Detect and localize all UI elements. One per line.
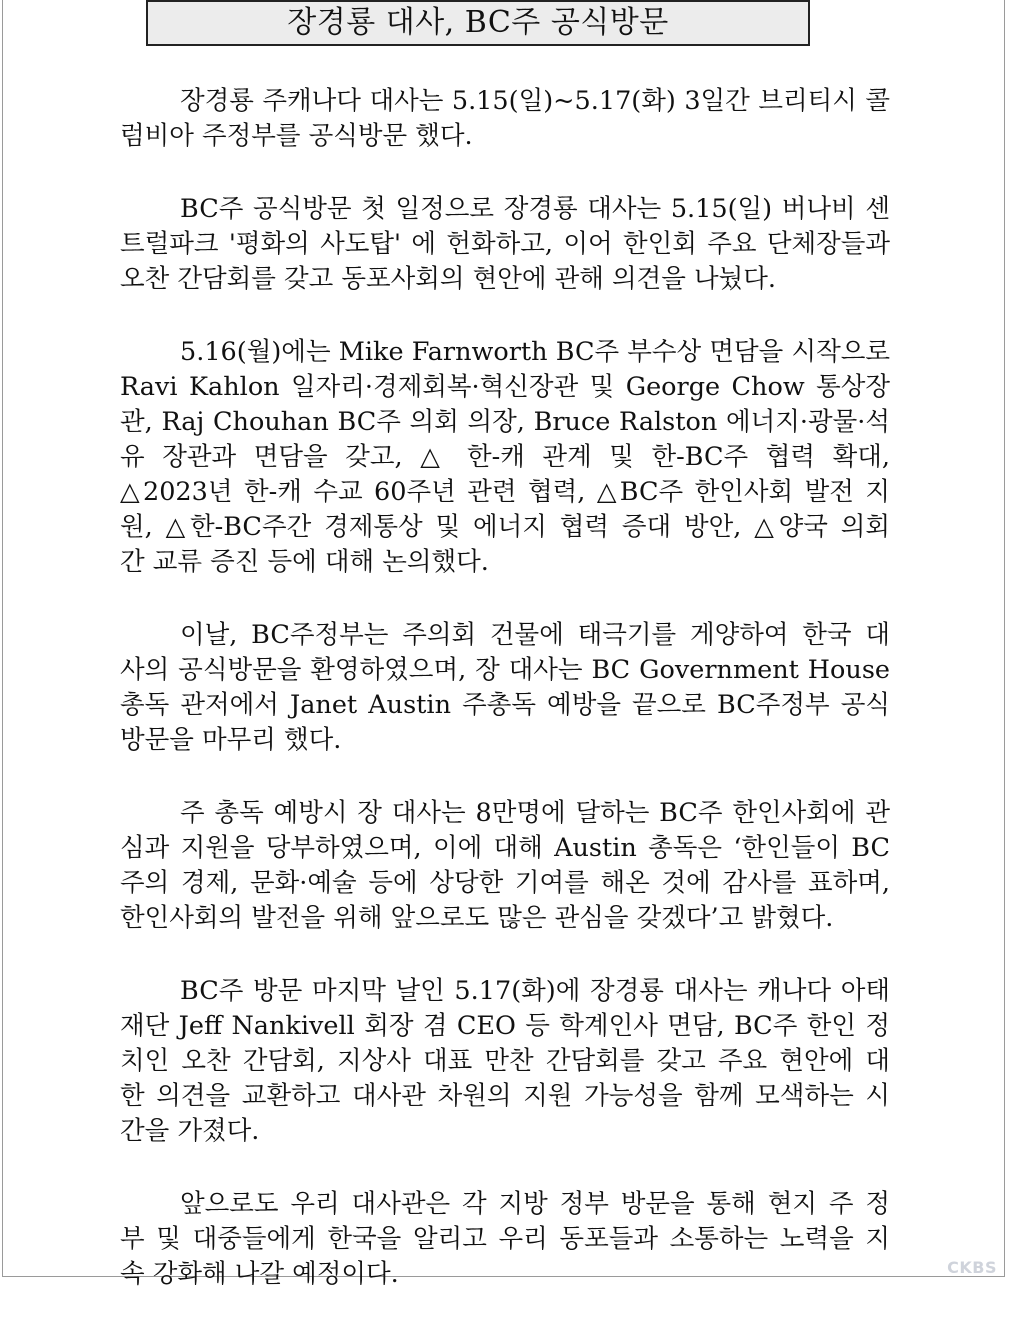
title-box [146,0,810,46]
paragraph-line: 주의 경제, 문화·예술 등에 상당한 기여를 해온 것에 감사를 표하며, [120,868,890,898]
paragraph [120,974,890,1149]
paragraph-line: 방문을 마무리 했다. [120,725,342,755]
paragraph-line: △2023년 한-캐 수교 60주년 관련 협력, △BC주 한인사회 발전 지 [120,477,890,507]
paragraph [120,618,890,758]
paragraph [120,796,890,936]
paragraph-line: 사의 공식방문을 환영하였으며, 장 대사는 BC Government House [120,655,890,685]
paragraph-line: 장경룡 주캐나다 대사는 5.15(일)~5.17(화) 3일간 브리티시 콜 [180,86,890,116]
watermark-logo: CKBS [947,1258,997,1277]
paragraph-line: 이날, BC주정부는 주의회 건물에 태극기를 게양하여 한국 대 [180,620,890,650]
paragraph-line: 럼비아 주정부를 공식방문 했다. [120,121,473,151]
document-title: 장경룡 대사, BC주 공식방문 [287,5,669,40]
paragraph-line: 치인 오찬 간담회, 지상사 대표 만찬 간담회를 갖고 주요 현안에 대 [120,1046,890,1076]
paragraph [120,192,890,297]
paragraph-line: 간을 가졌다. [120,1116,260,1146]
paragraph-line: 부 및 대중들에게 한국을 알리고 우리 동포들과 소통하는 노력을 지 [120,1224,890,1254]
paragraph-line: BC주 방문 마지막 날인 5.17(화)에 장경룡 대사는 캐나다 아태 [180,976,890,1006]
paragraph-line: 주 총독 예방시 장 대사는 8만명에 달하는 BC주 한인사회에 관 [180,798,890,828]
paragraph-line: 한인사회의 발전을 위해 앞으로도 많은 관심을 갖겠다’고 밝혔다. [120,903,834,933]
paragraph-line: 한 의견을 교환하고 대사관 차원의 지원 가능성을 함께 모색하는 시 [120,1081,890,1111]
paragraph-line: 간 교류 증진 등에 대해 논의했다. [120,547,489,577]
paragraph-line: 속 강화해 나갈 예정이다. [120,1259,399,1289]
paragraph-line: 재단 Jeff Nankivell 회장 겸 CEO 등 학계인사 면담, BC주 한인 정 [120,1011,890,1041]
paragraph [120,84,890,154]
paragraph-line: Ravi Kahlon 일자리·경제회복·혁신장관 및 George Chow 통상장 [120,372,890,402]
paragraph-line: 5.16(월)에는 Mike Farnworth BC주 부수상 면담을 시작으로 [180,337,890,367]
paragraph-line: 오찬 간담회를 갖고 동포사회의 현안에 관해 의견을 나눴다. [120,264,777,294]
paragraph-line: 앞으로도 우리 대사관은 각 지방 정부 방문을 통해 현지 주 정 [180,1189,890,1219]
paragraph-line: BC주 공식방문 첫 일정으로 장경룡 대사는 5.15(일) 버나비 센 [180,194,890,224]
paragraph-line: 총독 관저에서 Janet Austin 주총독 예방을 끝으로 BC주정부 공식 [120,690,890,720]
paragraph-line: 원, △한-BC주간 경제통상 및 에너지 협력 증대 방안, △양국 의회 [120,512,890,542]
document-body [120,84,890,1330]
paragraph-line: 트럴파크 '평화의 사도탑' 에 헌화하고, 이어 한인회 주요 단체장들과 [120,229,890,259]
paragraph-line: 관, Raj Chouhan BC주 의회 의장, Bruce Ralston 에너지·광물·석 [120,407,890,437]
paragraph-line: 유 장관과 면담을 갖고, △ 한-캐 관계 및 한-BC주 협력 확대, [120,442,890,472]
paragraph [120,335,890,580]
paragraph [120,1187,890,1292]
paragraph-line: 심과 지원을 당부하였으며, 이에 대해 Austin 총독은 ‘한인들이 BC [120,833,890,863]
